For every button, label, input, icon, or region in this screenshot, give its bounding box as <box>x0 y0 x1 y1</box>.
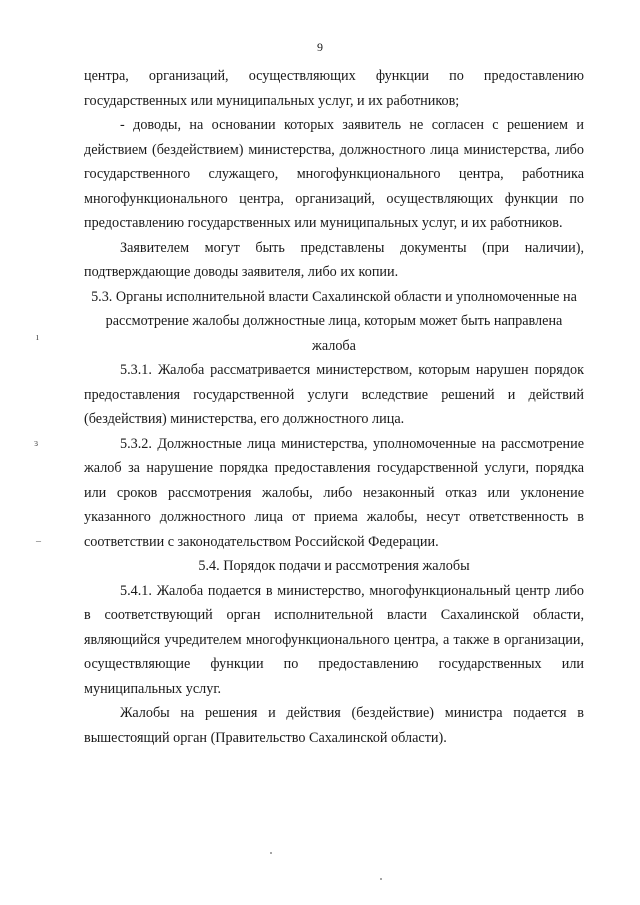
paragraph-arguments: - доводы, на основании которых заявитель не согласен с решением и действием (бездействием) министерства, должностного лица министерства, либо государственного служащего, многофункционального центра, работника многофункционального центра, организаций, осуществляющих функции по предоставлению государственных или муниципальных услуг, и их работников. <box>84 117 584 231</box>
paragraph-5-3-1: 5.3.1. Жалоба рассматривается министерством, которым нарушен порядок предоставления государственной услуги вследствие решений и действий (бездействия) министерства, его должностного лица. <box>84 362 584 427</box>
scan-artifact-dot <box>270 852 272 854</box>
paragraph-5-4-1: 5.4.1. Жалоба подается в министерство, многофункциональный центр либо в соответствующий орган исполнительной власти Сахалинской области, являющийся учредителем многофункционального центра, а также в организации, осуществляющие функции по предоставлению государственных или муниципальных услуг. <box>84 582 584 697</box>
section-heading-5-4: 5.4. Порядок подачи и рассмотрения жалобы <box>198 558 470 574</box>
scan-artifact-mark: – <box>36 536 41 547</box>
scan-artifact-mark: ɜ <box>34 438 39 449</box>
paragraph-documents: Заявителем могут быть представлены документы (при наличии), подтверждающие доводы заявителя, либо их копии. <box>84 239 584 280</box>
document-body <box>84 64 584 750</box>
paragraph-5-3-2: 5.3.2. Должностные лица министерства, уполномоченные на рассмотрение жалоб за нарушение порядка предоставления государственной услуги, порядка или сроков рассмотрения жалобы, либо незаконный отказ или уклонение указанного должностного лица от приема жалобы, несут ответственность в соответствии с законодательством Российской Федерации. <box>84 435 584 550</box>
page-number: 9 <box>317 40 323 54</box>
section-heading-5-3: 5.3. Органы исполнительной власти Сахалинской области и уполномоченные на рассмотрение жалобы должностные лица, которым может быть направлена жалоба <box>91 288 577 354</box>
scan-artifact-mark: ı <box>36 332 39 343</box>
paragraph-continuation: центра, организаций, осуществляющих функции по предоставлению государственных или муниципальных услуг, и их работников; <box>84 68 584 109</box>
paragraph-5-4-2: Жалобы на решения и действия (бездействие) министра подается в вышестоящий орган (Правительство Сахалинской области). <box>84 705 584 746</box>
scan-artifact-dot <box>380 878 382 880</box>
